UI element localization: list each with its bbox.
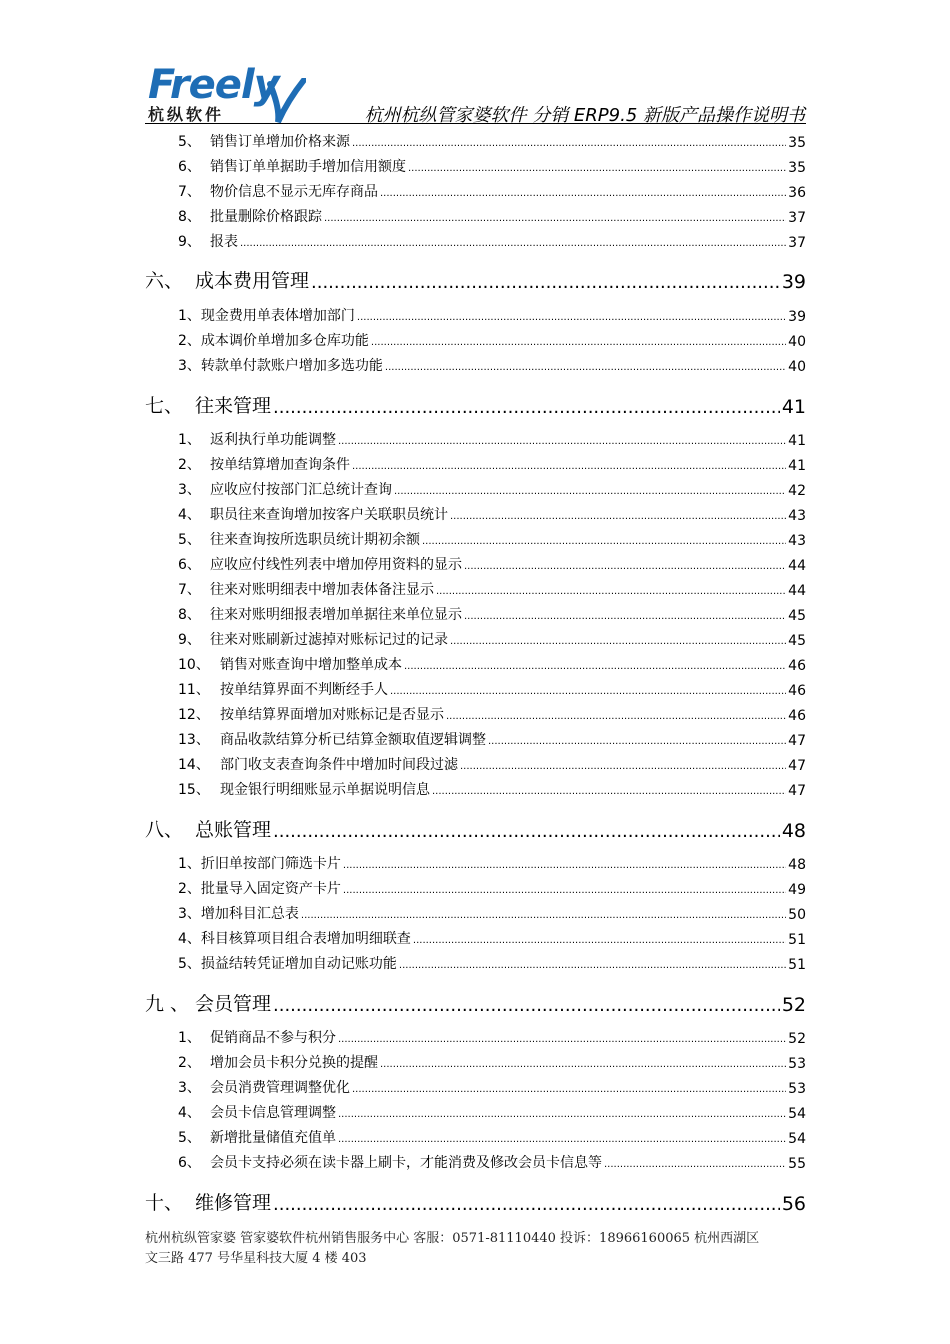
toc-entry-title: 会员消费管理调整优化: [210, 1080, 350, 1096]
toc-entry-row[interactable]: [178, 1077, 806, 1097]
toc-page-number: 40: [788, 359, 806, 375]
toc-page-number: 39: [781, 271, 806, 293]
toc-page-number: 46: [788, 658, 806, 674]
toc-page-number: 46: [788, 708, 806, 724]
company-logo: [148, 62, 308, 126]
toc-entry-row[interactable]: [178, 579, 806, 599]
toc-leader-dots: [273, 398, 780, 418]
toc-entry-number: 5、: [178, 1130, 201, 1146]
toc-entry-label: [178, 1077, 350, 1097]
toc-page-number: 51: [788, 957, 806, 973]
toc-entry-title: 批量删除价格跟踪: [210, 209, 322, 225]
toc-entry-label: [178, 953, 397, 973]
toc-entry-number: 2、: [178, 457, 201, 473]
toc-page-number: 43: [788, 508, 806, 524]
toc-leader-dots: [338, 1133, 786, 1147]
toc-entry-number: 11、: [178, 682, 210, 698]
toc-entry-label: [178, 330, 369, 350]
toc-entry-title: 1、现金费用单表体增加部门: [178, 308, 355, 324]
toc-entry-number: 5、: [178, 134, 201, 150]
toc-section-row[interactable]: [145, 816, 806, 842]
document-title: 杭州杭纵管家婆软件 分销 ERP9.5 新版产品操作说明书: [364, 105, 805, 126]
toc-entry-label: [178, 754, 458, 774]
toc-section-row[interactable]: [145, 267, 806, 293]
toc-leader-dots: [352, 1083, 786, 1097]
toc-leader-dots: [404, 660, 786, 674]
toc-leader-dots: [380, 1058, 786, 1072]
toc-leader-dots: [422, 535, 786, 549]
toc-entry-number: 5、: [178, 532, 201, 548]
toc-entry-title: 成本费用管理: [195, 270, 310, 292]
toc-leader-dots: [273, 822, 780, 842]
toc-leader-dots: [352, 460, 786, 474]
toc-page-number: 45: [788, 633, 806, 649]
toc-entry-label: [178, 654, 402, 674]
toc-entry-label: [178, 1127, 336, 1147]
toc-entry-label: [178, 479, 392, 499]
toc-entry-number: 十、: [145, 1192, 184, 1214]
toc-page-number: 41: [788, 458, 806, 474]
toc-leader-dots: [604, 1158, 786, 1172]
toc-entry-row[interactable]: [178, 330, 806, 350]
toc-entry-label: [178, 704, 444, 724]
toc-page-number: 40: [788, 334, 806, 350]
toc-entry-number: 8、: [178, 607, 201, 623]
toc-entry-label: [145, 815, 271, 842]
toc-entry-label: [178, 156, 406, 176]
toc-entry-number: 14、: [178, 757, 210, 773]
toc-entry-row[interactable]: [178, 1027, 806, 1047]
toc-entry-number: 4、: [178, 1105, 201, 1121]
toc-page-number: 54: [788, 1106, 806, 1122]
toc-entry-title: 4、科目核算项目组合表增加明细联查: [178, 931, 411, 947]
toc-entry-title: 现金银行明细账显示单据说明信息: [220, 782, 430, 798]
toc-entry-label: [178, 629, 448, 649]
toc-entry-row[interactable]: [178, 355, 806, 375]
toc-page-number: 56: [781, 1193, 806, 1215]
toc-entry-label: [178, 504, 448, 524]
toc-entry-label: [178, 853, 341, 873]
toc-entry-row[interactable]: [178, 429, 806, 449]
toc-entry-number: 4、: [178, 507, 201, 523]
toc-entry-number: 6、: [178, 159, 201, 175]
toc-entry-title: 1、折旧单按部门筛选卡片: [178, 856, 341, 872]
toc-entry-label: [178, 305, 355, 325]
toc-leader-dots: [273, 996, 780, 1016]
toc-entry-title: 新增批量储值充值单: [210, 1130, 336, 1146]
toc-section-row[interactable]: [145, 1189, 806, 1215]
toc-entry-number: 3、: [178, 1080, 201, 1096]
logo-swoosh-icon: [266, 78, 306, 124]
toc-entry-row[interactable]: [178, 704, 806, 724]
toc-entry-label: [178, 429, 336, 449]
logo-chinese-name: 杭纵软件: [148, 105, 225, 124]
toc-leader-dots: [240, 237, 786, 251]
toc-entry-row[interactable]: [178, 779, 806, 799]
toc-entry-title: 销售订单单据助手增加信用额度: [210, 159, 406, 175]
toc-entry-row[interactable]: [178, 479, 806, 499]
toc-page-number: 41: [788, 433, 806, 449]
toc-page-number: 46: [788, 683, 806, 699]
toc-leader-dots: [371, 336, 786, 350]
toc-entry-row[interactable]: [178, 529, 806, 549]
toc-leader-dots: [488, 735, 786, 749]
toc-entry-title: 增加会员卡积分兑换的提醒: [210, 1055, 378, 1071]
toc-leader-dots: [413, 934, 786, 948]
toc-leader-dots: [273, 1195, 780, 1215]
toc-entry-number: 6、: [178, 557, 201, 573]
toc-page-number: 45: [788, 608, 806, 624]
toc-page-number: 44: [788, 558, 806, 574]
toc-leader-dots: [460, 760, 786, 774]
toc-page-number: 35: [788, 135, 806, 151]
toc-leader-dots: [338, 1033, 786, 1047]
toc-entry-number: 九 、: [145, 993, 190, 1015]
toc-entry-row[interactable]: [178, 928, 806, 948]
toc-page-number: 53: [788, 1056, 806, 1072]
toc-page-number: 49: [788, 882, 806, 898]
toc-page-number: 37: [788, 210, 806, 226]
toc-entry-title: 会员卡支持必须在读卡器上刷卡，才能消费及修改会员卡信息等: [210, 1155, 602, 1171]
toc-entry-title: 5、损益结转凭证增加自动记账功能: [178, 956, 397, 972]
toc-entry-label: [178, 1102, 336, 1122]
toc-entry-title: 促销商品不参与积分: [210, 1030, 336, 1046]
footer-line-2: 文三路 477 号华星科技大厦 4 楼 403: [145, 1251, 367, 1266]
toc-entry-row[interactable]: [178, 454, 806, 474]
toc-page-number: 36: [788, 185, 806, 201]
toc-entry-row[interactable]: [178, 754, 806, 774]
toc-entry-title: 应收应付按部门汇总统计查询: [210, 482, 392, 498]
toc-entry-title: 商品收款结算分析已结算金额取值逻辑调整: [220, 732, 486, 748]
toc-entry-number: 12、: [178, 707, 210, 723]
toc-entry-title: 报表: [210, 234, 238, 250]
toc-entry-title: 往来查询按所选职员统计期初余额: [210, 532, 420, 548]
toc-entry-number: 七、: [145, 395, 184, 417]
toc-entry-row[interactable]: [178, 604, 806, 624]
toc-leader-dots: [338, 1108, 786, 1122]
toc-entry-number: 3、: [178, 482, 201, 498]
toc-page-number: 52: [788, 1031, 806, 1047]
toc-entry-row[interactable]: [178, 206, 806, 226]
toc-entry-label: [178, 554, 462, 574]
toc-entry-label: [178, 779, 430, 799]
toc-leader-dots: [408, 162, 786, 176]
toc-page-number: 50: [788, 907, 806, 923]
toc-entry-label: [178, 454, 350, 474]
toc-leader-dots: [432, 785, 786, 799]
toc-leader-dots: [399, 959, 786, 973]
toc-entry-number: 15、: [178, 782, 210, 798]
logo-wordmark: Freely: [148, 62, 279, 108]
toc-entry-row[interactable]: [178, 903, 806, 923]
toc-leader-dots: [390, 685, 786, 699]
toc-entry-row[interactable]: [178, 729, 806, 749]
toc-entry-row[interactable]: [178, 305, 806, 325]
toc-entry-label: [178, 1052, 378, 1072]
toc-entry-title: 往来对账刷新过滤掉对账标记过的记录: [210, 632, 448, 648]
toc-entry-label: [145, 989, 271, 1016]
toc-entry-label: [178, 878, 341, 898]
toc-leader-dots: [380, 187, 786, 201]
toc-entry-title: 总账管理: [195, 819, 272, 841]
toc-entry-row[interactable]: [178, 231, 806, 251]
toc-entry-number: 八、: [145, 819, 184, 841]
toc-entry-title: 2、批量导入固定资产卡片: [178, 881, 341, 897]
toc-entry-number: 2、: [178, 1055, 201, 1071]
toc-entry-title: 按单结算增加查询条件: [210, 457, 350, 473]
toc-page-number: 47: [788, 758, 806, 774]
footer-line-1: 杭州杭纵管家婆 管家婆软件杭州销售服务中心 客服：0571-81110440 投诉：18966160065 杭州西湖区: [145, 1231, 760, 1246]
toc-entry-row[interactable]: [178, 1152, 806, 1172]
toc-page-number: 35: [788, 160, 806, 176]
toc-entry-title: 3、转款单付款账户增加多选功能: [178, 358, 383, 374]
toc-entry-number: 六、: [145, 270, 184, 292]
toc-entry-row[interactable]: [178, 1052, 806, 1072]
toc-entry-title: 按单结算界面增加对账标记是否显示: [220, 707, 444, 723]
toc-entry-title: 销售订单增加价格来源: [210, 134, 350, 150]
toc-leader-dots: [324, 212, 786, 226]
toc-leader-dots: [338, 435, 786, 449]
toc-leader-dots: [450, 635, 786, 649]
toc-page-number: 48: [788, 857, 806, 873]
toc-entry-title: 销售对账查询中增加整单成本: [220, 657, 402, 673]
toc-entry-title: 按单结算界面不判断经手人: [220, 682, 388, 698]
toc-entry-row[interactable]: [178, 554, 806, 574]
toc-leader-dots: [343, 859, 786, 873]
toc-entry-label: [178, 181, 378, 201]
toc-entry-title: 部门收支表查询条件中增加时间段过滤: [220, 757, 458, 773]
toc-entry-title: 会员管理: [195, 993, 272, 1015]
toc-entry-row[interactable]: [178, 156, 806, 176]
toc-entry-label: [145, 1188, 271, 1215]
toc-entry-row[interactable]: [178, 131, 806, 151]
toc-entry-title: 往来管理: [195, 395, 272, 417]
toc-page-number: 52: [781, 994, 806, 1016]
toc-entry-row[interactable]: [178, 853, 806, 873]
toc-entry-row[interactable]: [178, 679, 806, 699]
toc-leader-dots: [450, 510, 786, 524]
toc-entry-label: [178, 579, 434, 599]
toc-page-number: 39: [788, 309, 806, 325]
toc-page-number: 47: [788, 783, 806, 799]
toc-entry-title: 维修管理: [195, 1192, 272, 1214]
toc-leader-dots: [394, 485, 786, 499]
toc-entry-label: [178, 529, 420, 549]
toc-entry-label: [178, 679, 388, 699]
toc-entry-title: 往来对账明细表中增加表体备注显示: [210, 582, 434, 598]
toc-entry-label: [178, 131, 350, 151]
toc-entry-number: 7、: [178, 184, 201, 200]
toc-entry-number: 9、: [178, 234, 201, 250]
toc-entry-label: [178, 604, 462, 624]
toc-leader-dots: [352, 137, 786, 151]
toc-entry-number: 10、: [178, 657, 210, 673]
toc-leader-dots: [464, 560, 786, 574]
toc-page-number: 42: [788, 483, 806, 499]
toc-leader-dots: [311, 273, 780, 293]
toc-entry-label: [178, 1027, 336, 1047]
toc-section-row[interactable]: [145, 990, 806, 1016]
toc-entry-number: 8、: [178, 209, 201, 225]
toc-entry-label: [178, 903, 299, 923]
page-footer: [145, 1229, 825, 1269]
toc-entry-title: 返利执行单功能调整: [210, 432, 336, 448]
toc-page-number: 55: [788, 1156, 806, 1172]
toc-page-number: 47: [788, 733, 806, 749]
toc-entry-title: 应收应付线性列表中增加停用资料的显示: [210, 557, 462, 573]
header-divider: [145, 123, 806, 124]
toc-entry-row[interactable]: [178, 1127, 806, 1147]
toc-entry-row[interactable]: [178, 953, 806, 973]
toc-entry-title: 物价信息不显示无库存商品: [210, 184, 378, 200]
toc-entry-row[interactable]: [178, 1102, 806, 1122]
toc-entry-title: 3、增加科目汇总表: [178, 906, 299, 922]
toc-page-number: 41: [781, 396, 806, 418]
toc-leader-dots: [343, 884, 786, 898]
toc-entry-row[interactable]: [178, 654, 806, 674]
toc-entry-number: 7、: [178, 582, 201, 598]
toc-page-number: 53: [788, 1081, 806, 1097]
toc-leader-dots: [385, 361, 786, 375]
toc-entry-row[interactable]: [178, 629, 806, 649]
toc-entry-label: [178, 355, 383, 375]
toc-entry-title: 职员往来查询增加按客户关联职员统计: [210, 507, 448, 523]
toc-page-number: 44: [788, 583, 806, 599]
toc-entry-title: 会员卡信息管理调整: [210, 1105, 336, 1121]
toc-leader-dots: [436, 585, 786, 599]
toc-entry-label: [178, 729, 486, 749]
toc-entry-title: 2、成本调价单增加多仓库功能: [178, 333, 369, 349]
toc-entry-label: [145, 266, 309, 293]
toc-entry-number: 1、: [178, 1030, 201, 1046]
toc-leader-dots: [464, 610, 786, 624]
toc-leader-dots: [301, 909, 786, 923]
toc-entry-row[interactable]: [178, 878, 806, 898]
toc-entry-number: 1、: [178, 432, 201, 448]
toc-page-number: 37: [788, 235, 806, 251]
toc-entry-number: 6、: [178, 1155, 201, 1171]
toc-entry-label: [178, 231, 238, 251]
toc-entry-label: [178, 206, 322, 226]
toc-page-number: 51: [788, 932, 806, 948]
toc-entry-label: [178, 1152, 602, 1172]
toc-entry-title: 往来对账明细报表增加单据往来单位显示: [210, 607, 462, 623]
toc-page-number: 48: [781, 820, 806, 842]
toc-leader-dots: [357, 311, 786, 325]
toc-entry-number: 9、: [178, 632, 201, 648]
toc-leader-dots: [446, 710, 786, 724]
toc-section-row[interactable]: [145, 392, 806, 418]
toc-page-number: 43: [788, 533, 806, 549]
toc-entry-number: 13、: [178, 732, 210, 748]
toc-entry-label: [145, 391, 271, 418]
toc-entry-row[interactable]: [178, 181, 806, 201]
toc-entry-row[interactable]: [178, 504, 806, 524]
toc-page-number: 54: [788, 1131, 806, 1147]
toc-entry-label: [178, 928, 411, 948]
